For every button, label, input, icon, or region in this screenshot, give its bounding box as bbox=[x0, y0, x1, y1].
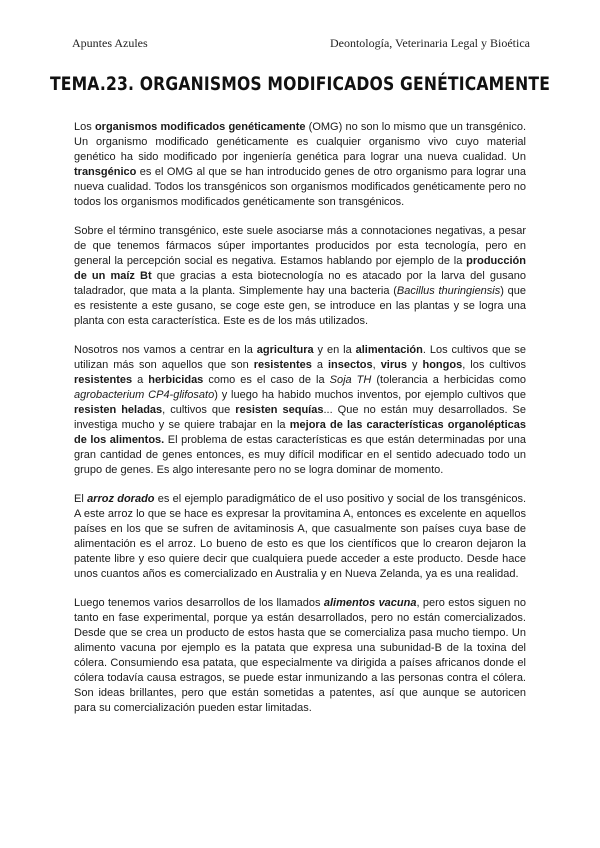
page-title: TEMA.23. ORGANISMOS MODIFICADOS GENÉTICAMENTE bbox=[49, 74, 551, 95]
bold-term: alimentación bbox=[355, 344, 423, 356]
text: y en la bbox=[313, 344, 356, 356]
text: es el ejemplo paradigmático de el uso positivo y social de los transgénicos. A este arroz lo que se hace es expresar la provitamina A, entonces es excelente en aquellos países en los que se sufren de avitaminosis A, que casualmente son países cuya base de alimentación es el arroz. Lo bueno de esto es que los científicos que lo crearon dejaron la patente libre y eso quiere decir que cualquiera puede acceder a este producto. Desde hace unos cuantos años es comercializado en Australia y en Nueva Zelanda, ya es una realidad. bbox=[74, 493, 527, 580]
text: Sobre el término transgénico, este suele asociarse más a connotaciones negativas, a pesar de que tenemos fármacos súper importantes producidos por esta tecnología, pero en general la percepción social es negativa. Estamos hablando por ejemplo de la bbox=[74, 225, 526, 267]
text: que gracias a esta biotecnología no es atacado por la larva del gusano taladrador, que mata a la planta. Simplemente hay una bacteria ( bbox=[74, 270, 526, 297]
italic-term: alimentos vacuna bbox=[323, 597, 417, 609]
bold-term: organismos modificados genéticamente bbox=[94, 121, 306, 133]
text: . Los cultivos que se utilizan más son aquellos que son bbox=[74, 344, 526, 371]
text: , bbox=[372, 359, 381, 371]
text: ) y luego ha habido muchos inventos, por ejemplo cultivos que bbox=[214, 389, 527, 401]
paragraph-4 bbox=[74, 492, 526, 582]
bold-term: insectos bbox=[327, 359, 373, 371]
document-body bbox=[74, 120, 526, 730]
bold-term: mejora de las características organolépticas de los alimentos. bbox=[74, 419, 526, 446]
header-left: Apuntes Azules bbox=[72, 36, 148, 50]
paragraph-2 bbox=[74, 224, 526, 329]
text: y bbox=[406, 359, 423, 371]
italic-term: agrobacterium CP4-glifosato bbox=[74, 389, 215, 401]
bold-italic-term bbox=[87, 493, 154, 505]
text: a bbox=[311, 359, 328, 371]
text: es el OMG al que se han introducido genes de otro organismo para lograr una nueva cualidad. Todos los transgénicos son organismos modificados genéticamente pero no todos los organismos modificados genéticamente son transgénicos. bbox=[74, 166, 526, 208]
bold-term: resisten heladas bbox=[74, 404, 163, 416]
bold-term: agricultura bbox=[256, 344, 314, 356]
text: El problema de estas características es que están determinadas por una gran cantidad de genes entonces, es muy difícil modificar en el sentido adecuado todo un grupo de genes. Es algo interesante pero no se logra dominar de momento. bbox=[74, 434, 526, 476]
text: , pero estos siguen no tanto en fase experimental, porque ya están desarrollados, pero no están comercializados. Desde que se crea un producto de estos hasta que se comercializa pasa mucho tiempo. Un alimento vacuna por ejemplo es la patata que expresa una subunidad-B de la toxina del cólera. Consumiendo esa patata, que especialmente va dirigida a países africanos donde el cólera todavía causa estragos, se puede estar inmunizando a las personas contra el cólera. Son ideas brillantes, pero que están sometidas a patentes, así que aunque se autoricen para su comercialización pueden estar limitadas. bbox=[74, 597, 526, 714]
text: ) que es resistente a este gusano, se coge este gen, se introduce en las plantas y se logra una planta con esta característica. Este es de los más utilizados. bbox=[74, 285, 526, 327]
bold-term: virus bbox=[380, 359, 407, 371]
italic-term: arroz dorado bbox=[87, 493, 155, 505]
text: como es el caso de la bbox=[203, 374, 330, 386]
bold-term: herbicidas bbox=[148, 374, 204, 386]
text: , los cultivos bbox=[462, 359, 526, 371]
bold-term: resistentes bbox=[253, 359, 312, 371]
text: Nosotros nos vamos a centrar en la bbox=[74, 344, 257, 356]
page-header bbox=[72, 36, 530, 51]
bold-term: hongos bbox=[422, 359, 463, 371]
header-right: Deontología, Veterinaria Legal y Bioética bbox=[329, 36, 530, 50]
text: El bbox=[74, 493, 88, 505]
text: a bbox=[132, 374, 149, 386]
paragraph-5 bbox=[74, 596, 526, 716]
text: Luego tenemos varios desarrollos de los llamados bbox=[74, 597, 324, 609]
bold-term: transgénico bbox=[74, 166, 137, 178]
text: (tolerancia a herbicidas como bbox=[371, 374, 526, 386]
bold-term: resisten sequías bbox=[235, 404, 324, 416]
bold-italic-term bbox=[324, 597, 417, 609]
bold-term: resistentes bbox=[74, 374, 133, 386]
italic-term: Soja TH bbox=[329, 374, 372, 386]
text: Los bbox=[74, 121, 95, 133]
paragraph-3 bbox=[74, 343, 526, 478]
text: (OMG) no son lo mismo que un transgénico. Un organismo modificado genéticamente es cualquier organismo vivo cuyo material genético ha sido modificado por ingeniería genética para lograr una nueva cualidad. Un bbox=[74, 121, 527, 163]
paragraph-1 bbox=[74, 120, 526, 210]
bold-term: producción de un maíz Bt bbox=[74, 255, 526, 282]
text: , cultivos que bbox=[162, 404, 236, 416]
text: ... Que no están muy desarrollados. Se investiga mucho y se quiere trabajar en la bbox=[74, 404, 526, 431]
italic-term: Bacillus thuringiensis bbox=[396, 285, 501, 297]
